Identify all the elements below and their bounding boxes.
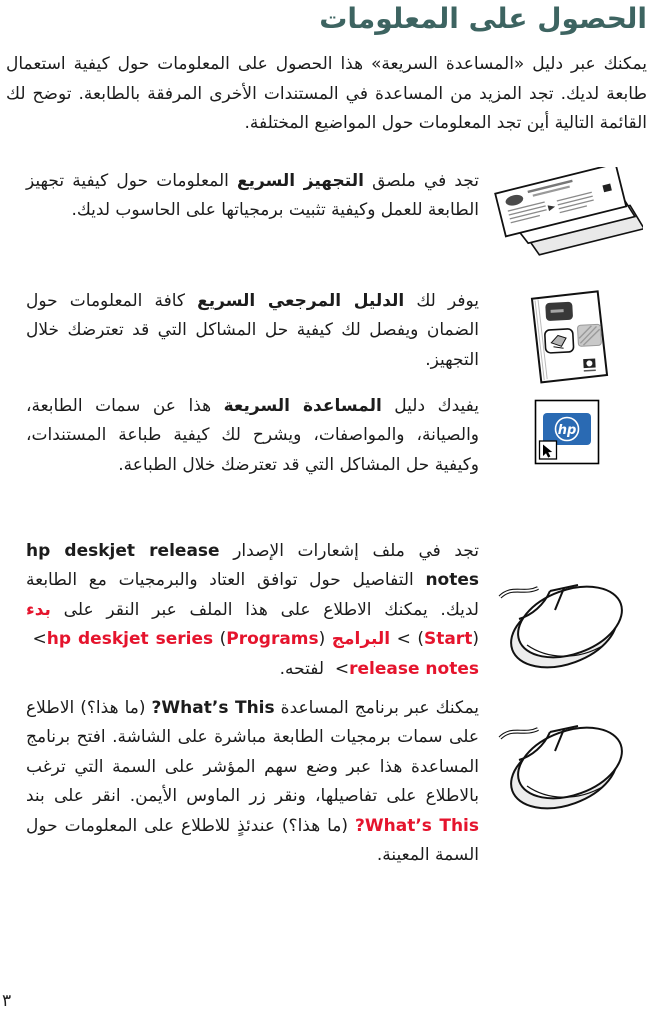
text-run: كافة المعلومات حول الضمان ويفصل لك كيفية حل المشاكل التي قد تعترضك خلال التجهيز. bbox=[26, 290, 479, 370]
mouse-illustration bbox=[487, 694, 647, 814]
text-run: لفتحه. bbox=[279, 658, 330, 679]
section-paragraph bbox=[26, 537, 479, 685]
intro-paragraph: يمكنك عبر دليل «المساعدة السريعة» هذا الحصول على المعلومات حول كيفية استعمال طابعة لديك. تجد المزيد من المساعدة في المستندات الأخرى المرفقة بالطابعة. توضح لك القائمة التالية أين تجد المعلومات حول المواضيع المختلفة. bbox=[6, 54, 647, 133]
section-paragraph bbox=[26, 392, 479, 481]
setup-poster-illustration bbox=[487, 167, 647, 267]
mouse-icon bbox=[492, 573, 642, 673]
text-run: المعلومات حول كيفية تجهيز الطابعة للعمل وكيفية تثبيت برمجياتها على الحاسوب لديك. bbox=[26, 170, 479, 220]
section-paragraph bbox=[26, 167, 479, 226]
text-run: ) bbox=[213, 629, 227, 649]
sections bbox=[0, 167, 653, 865]
text-run: يمكنك عبر برنامج المساعدة bbox=[274, 697, 479, 718]
text-run: release notes bbox=[349, 658, 479, 679]
text-run: hp deskjet release notes bbox=[26, 540, 479, 590]
text-run: (ما هذا؟) عندئذٍ للاطلاع على المعلومات حول السمة المعينة. bbox=[26, 815, 479, 865]
text-run: ) bbox=[410, 629, 424, 649]
info-section bbox=[0, 392, 653, 537]
text-run: What’s This? bbox=[151, 697, 275, 718]
text-run: هذا عن سمات الطابعة، والصيانة، والمواصفات، ويشرح لك كيفية طباعة المستندات، وكيفية حل المشاكل التي قد تعترضك خلال الطباعة. bbox=[26, 395, 479, 475]
text-run: تجد في ملصق bbox=[363, 170, 479, 191]
text-run: What’s This? bbox=[355, 815, 480, 836]
text-run: Start bbox=[423, 629, 473, 649]
text-run: بدء bbox=[26, 599, 51, 620]
mouse-illustration bbox=[487, 537, 647, 673]
text-run: الدليل المرجعي السريع bbox=[197, 290, 405, 311]
text-run: يوفر لك bbox=[404, 290, 479, 311]
page-number: ٣ bbox=[2, 991, 12, 1011]
info-section bbox=[0, 287, 653, 392]
setup-poster-icon bbox=[491, 167, 643, 267]
text-run: > bbox=[390, 629, 411, 649]
text-run: (ما هذا؟) الاطلاع على سمات برمجيات الطابعة مباشرة على الشاشة. افتح برنامج المساعدة هذا عبر وضع سهم المؤشر على السمة التي ترغب بالاطلاع على تفاصيلها، ونقر زر الماوس الأيمن. انقر على بند bbox=[26, 697, 479, 806]
hp-quick-help-illustration bbox=[487, 392, 647, 465]
reference-guide-icon bbox=[517, 287, 617, 387]
text-run: > bbox=[26, 629, 47, 649]
text-run: hp deskjet series bbox=[46, 629, 214, 649]
section-paragraph bbox=[26, 287, 479, 376]
svg-text:hp: hp bbox=[557, 422, 577, 438]
text-run: ( bbox=[318, 629, 332, 649]
text-run: البرامج bbox=[331, 629, 391, 649]
reference-guide-illustration bbox=[487, 287, 647, 387]
info-section bbox=[0, 694, 653, 865]
mouse-icon bbox=[492, 714, 642, 814]
text-run: التجهيز السريع bbox=[237, 170, 364, 191]
text-run: ( bbox=[472, 629, 479, 649]
text-run: المساعدة السريعة bbox=[223, 395, 382, 416]
text-run: التفاصيل حول توافق العتاد والبرمجيات مع الطابعة لديك. يمكنك الاطلاع على هذا الملف عبر النقر على bbox=[26, 570, 479, 620]
info-section bbox=[0, 167, 653, 287]
page-title: الحصول على المعلومات bbox=[319, 2, 647, 35]
text-run: يفيدك دليل bbox=[381, 395, 479, 416]
hp-quick-help-icon bbox=[534, 399, 600, 465]
text-run: > bbox=[329, 658, 350, 679]
text-run: تجد في ملف إشعارات الإصدار bbox=[219, 540, 479, 561]
text-run: Programs bbox=[226, 629, 319, 649]
section-paragraph bbox=[26, 694, 479, 871]
info-section bbox=[0, 537, 653, 694]
